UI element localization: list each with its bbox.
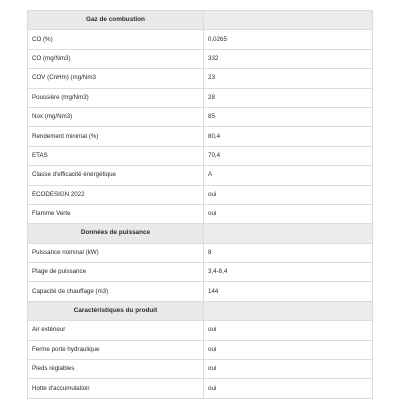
table-row: [28, 263, 373, 282]
row-value: oui: [204, 360, 373, 379]
table-row: [28, 107, 373, 126]
row-label: ECODESIGN 2022: [28, 185, 204, 204]
table-row: [28, 69, 373, 88]
row-value: 144: [204, 282, 373, 301]
row-value: oui: [204, 321, 373, 340]
row-value: oui: [204, 204, 373, 223]
section-title: Gaz de combustion: [28, 11, 204, 30]
row-label: Poussière (mg/Nm3): [28, 88, 204, 107]
row-value: 70,4: [204, 146, 373, 165]
row-value: oui: [204, 379, 373, 398]
table-row: [28, 146, 373, 165]
row-value: 80,4: [204, 127, 373, 146]
table-row: [28, 166, 373, 185]
row-value: 28: [204, 88, 373, 107]
row-value: 0,0265: [204, 30, 373, 49]
spec-table: [27, 10, 373, 399]
section-header-blank-cell: [204, 11, 373, 30]
row-value: 85: [204, 107, 373, 126]
section-title: Caractéristiques du produit: [28, 301, 204, 320]
row-label: Ferme porte hydraulique: [28, 340, 204, 359]
row-label: Flamme Verte: [28, 204, 204, 223]
section-header-blank-cell: [204, 301, 373, 320]
row-value: 3,4-8,4: [204, 263, 373, 282]
table-row: [28, 127, 373, 146]
row-label: Plage de puissance: [28, 263, 204, 282]
section-header-gaz-de-combustion: [28, 11, 373, 30]
table-row: [28, 321, 373, 340]
row-label: Rendement minimal (%): [28, 127, 204, 146]
table-row: [28, 243, 373, 262]
row-label: Hotte d'accumulation: [28, 379, 204, 398]
row-label: COV (CnHm) (mg/Nm3: [28, 69, 204, 88]
row-value: oui: [204, 185, 373, 204]
row-label: ETAS: [28, 146, 204, 165]
table-row: [28, 30, 373, 49]
table-row: [28, 204, 373, 223]
section-header-blank-cell: [204, 224, 373, 243]
row-value: 23: [204, 69, 373, 88]
table-row: [28, 360, 373, 379]
row-label: Air extérieur: [28, 321, 204, 340]
section-header-donnees-de-puissance: [28, 224, 373, 243]
section-title: Données de puissance: [28, 224, 204, 243]
row-label: Pieds réglables: [28, 360, 204, 379]
section-header-caracteristiques-du-produit: [28, 301, 373, 320]
row-value: oui: [204, 340, 373, 359]
table-row: [28, 282, 373, 301]
table-row: [28, 379, 373, 398]
row-value: 8: [204, 243, 373, 262]
row-label: Classe d'efficacité énergétique: [28, 166, 204, 185]
table-row: [28, 340, 373, 359]
row-label: Capacité de chauffage (m3): [28, 282, 204, 301]
row-label: CO (mg/Nm3): [28, 49, 204, 68]
row-value: A: [204, 166, 373, 185]
table-row: [28, 88, 373, 107]
row-label: Puissance nominal (kW): [28, 243, 204, 262]
row-label: CO (%): [28, 30, 204, 49]
table-row: [28, 49, 373, 68]
table-row: [28, 185, 373, 204]
spec-table-body: [28, 11, 373, 399]
row-value: 332: [204, 49, 373, 68]
row-label: Nox (mg/Nm3): [28, 107, 204, 126]
